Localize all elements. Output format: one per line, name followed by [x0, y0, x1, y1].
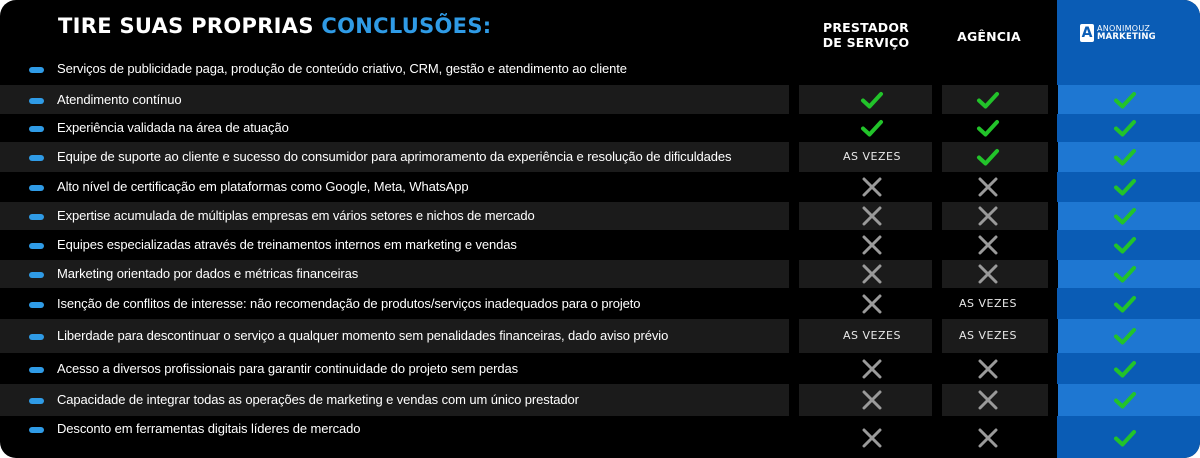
check-icon — [1113, 147, 1137, 167]
table-row — [0, 115, 1200, 141]
column-separator — [1048, 202, 1058, 230]
check-icon — [1113, 390, 1137, 410]
cross-icon — [860, 428, 884, 448]
column-separator — [789, 85, 799, 114]
column-separator — [789, 260, 799, 288]
check-icon — [976, 90, 1000, 110]
check-icon — [1113, 177, 1137, 197]
check-icon — [976, 118, 1000, 138]
brand-line1: ANONIMOUZ — [1097, 24, 1151, 33]
page-title — [58, 14, 491, 38]
check-icon — [860, 90, 884, 110]
row-label: Desconto em ferramentas digitais líderes de mercado — [57, 421, 361, 436]
table-row — [0, 354, 1200, 383]
check-icon — [1113, 359, 1137, 379]
cross-icon — [976, 206, 1000, 226]
check-icon — [1113, 206, 1137, 226]
row-label: Equipe de suporte ao cliente e sucesso do consumidor para aprimoramento da experiência e resolução de dificuldades — [57, 149, 732, 164]
column-separator — [789, 384, 799, 416]
bullet-icon — [29, 185, 44, 191]
brand-logo-text — [1097, 24, 1156, 42]
column-separator — [1048, 260, 1058, 288]
table-row — [0, 230, 1200, 259]
bullet-icon — [29, 427, 44, 433]
cross-icon — [976, 359, 1000, 379]
sometimes-label: AS VEZES — [843, 329, 901, 342]
check-icon — [976, 147, 1000, 167]
cross-icon — [976, 390, 1000, 410]
title-main: TIRE SUAS PROPRIAS — [58, 14, 322, 38]
column-separator — [932, 384, 942, 416]
check-icon — [860, 118, 884, 138]
column-separator — [932, 202, 942, 230]
cross-icon — [860, 390, 884, 410]
cross-icon — [976, 235, 1000, 255]
column-header-provider — [800, 20, 932, 50]
table-row — [0, 173, 1200, 201]
row-label: Atendimento contínuo — [57, 92, 182, 107]
cross-icon — [860, 177, 884, 197]
bullet-icon — [29, 126, 44, 132]
column-header-provider-line1: PRESTADOR — [823, 20, 909, 35]
bullet-icon — [29, 302, 44, 308]
cross-icon — [976, 428, 1000, 448]
row-label: Alto nível de certificação em plataformas como Google, Meta, WhatsApp — [57, 179, 469, 194]
table-row — [0, 384, 1200, 416]
column-separator — [932, 142, 942, 172]
bullet-icon — [29, 272, 44, 278]
check-icon — [1113, 264, 1137, 284]
row-label: Liberdade para descontinuar o serviço a qualquer momento sem penalidades financeiras, dado aviso prévio — [57, 328, 669, 343]
check-icon — [1113, 294, 1137, 314]
bullet-icon — [29, 214, 44, 220]
cross-icon — [976, 177, 1000, 197]
table-row — [0, 56, 1200, 82]
column-separator — [1048, 142, 1058, 172]
column-header-agency: AGÊNCIA — [957, 29, 1021, 44]
column-separator — [789, 202, 799, 230]
row-label: Equipes especializadas através de treinamentos internos em marketing e vendas — [57, 237, 517, 252]
column-separator — [1048, 85, 1058, 114]
table-row — [0, 202, 1200, 230]
table-row — [0, 289, 1200, 318]
row-label: Acesso a diversos profissionais para garantir continuidade do projeto sem perdas — [57, 361, 518, 376]
table-row — [0, 319, 1200, 353]
bullet-icon — [29, 98, 44, 104]
table-row — [0, 142, 1200, 172]
row-label: Capacidade de integrar todas as operações de marketing e vendas com um único prestador — [57, 392, 579, 407]
row-label: Expertise acumulada de múltiplas empresas em vários setores e nichos de mercado — [57, 208, 535, 223]
bullet-icon — [29, 243, 44, 249]
cross-icon — [976, 264, 1000, 284]
sometimes-label: AS VEZES — [959, 297, 1017, 310]
table-row — [0, 85, 1200, 114]
bullet-icon — [29, 67, 44, 73]
check-icon — [1113, 235, 1137, 255]
column-header-provider-line2: DE SERVIÇO — [822, 35, 910, 50]
bullet-icon — [29, 367, 44, 373]
bullet-icon — [29, 398, 44, 404]
table-row — [0, 417, 1200, 458]
column-separator — [1048, 319, 1058, 353]
table-row — [0, 260, 1200, 288]
bullet-icon — [29, 334, 44, 340]
bullet-icon — [29, 155, 44, 161]
row-label: Isenção de conflitos de interesse: não recomendação de produtos/serviços inadequados para o projeto — [57, 296, 641, 311]
row-label: Serviços de publicidade paga, produção de conteúdo criativo, CRM, gestão e atendimento ao cliente — [57, 61, 627, 76]
check-icon — [1113, 90, 1137, 110]
column-separator — [789, 142, 799, 172]
check-icon — [1113, 326, 1137, 346]
cross-icon — [860, 294, 884, 314]
row-label: Marketing orientado por dados e métricas financeiras — [57, 266, 359, 281]
column-separator — [932, 85, 942, 114]
cross-icon — [860, 235, 884, 255]
brand-line2: MARKETING — [1097, 32, 1156, 42]
sometimes-label: AS VEZES — [843, 150, 901, 163]
check-icon — [1113, 118, 1137, 138]
sometimes-label: AS VEZES — [959, 329, 1017, 342]
brand-logo — [1080, 24, 1156, 42]
cross-icon — [860, 264, 884, 284]
column-separator — [789, 319, 799, 353]
row-label: Experiência validada na área de atuação — [57, 120, 289, 135]
row-brand-cell — [1057, 56, 1200, 82]
check-icon — [1113, 428, 1137, 448]
column-separator — [1048, 384, 1058, 416]
column-separator — [932, 260, 942, 288]
title-accent: CONCLUSÕES: — [321, 14, 492, 38]
cross-icon — [860, 206, 884, 226]
brand-logo-icon: A — [1081, 25, 1093, 41]
cross-icon — [860, 359, 884, 379]
